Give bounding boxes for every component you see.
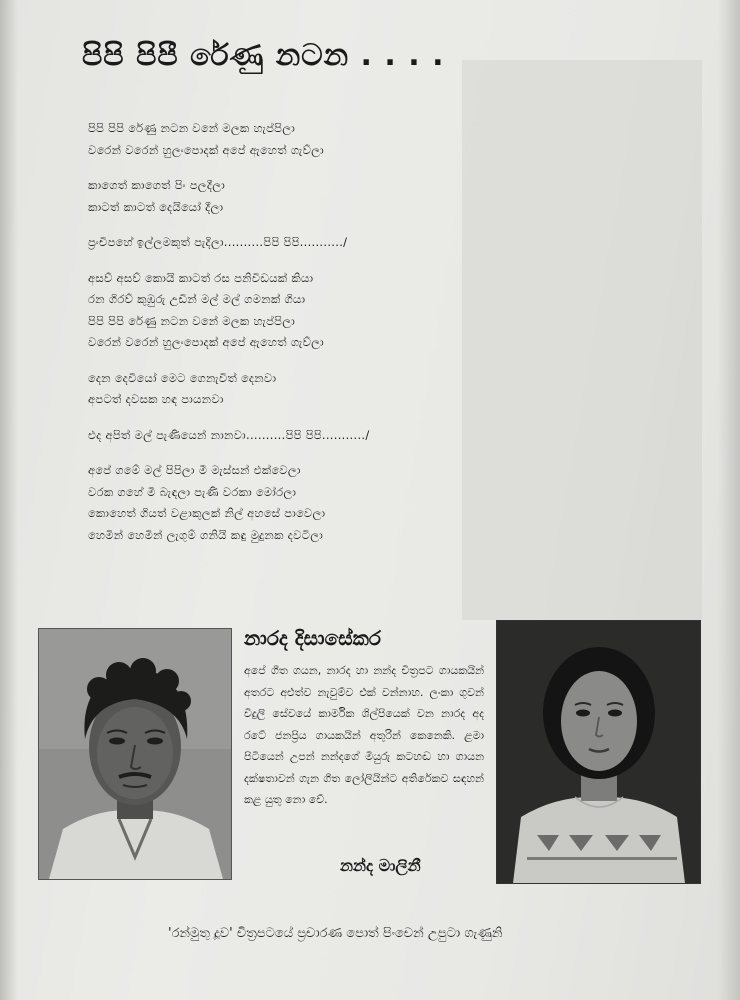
page-shadow-right — [718, 0, 740, 1000]
bio-title: නාරද දිසාසේකර — [244, 626, 381, 650]
stanza — [88, 368, 468, 411]
stanza — [88, 232, 468, 254]
lyric-line: එද අපිත් මල් පැණියෙන් නානවා..........පිපි පිපි.........../ — [88, 427, 370, 442]
lyric-line: අපටත් දවසක හඳ පායනවා — [88, 392, 224, 406]
lyric-line: රන ගිරව් කුඹුරු උඩින් මල් මල් ගමනක් ගියා — [88, 292, 306, 306]
portrait-photo-man — [38, 628, 232, 880]
lyric-line: අසව් අසව් කොයි කාටත් රස පනිවිඩයක් කියා — [88, 270, 314, 285]
portrait-photo-woman — [496, 620, 701, 884]
lyric-line: කාටත් කාටත් දෙයියෝ දීලා — [88, 199, 224, 214]
page-shadow-left — [0, 0, 18, 1000]
lyric-line: වරෙන් වරෙන් හුලංපොදක් අපේ ඇහෙත් ගැව්ලා — [88, 142, 324, 157]
print-bleed-area — [462, 60, 702, 620]
stanza — [88, 425, 468, 447]
stanza — [88, 268, 468, 354]
lyric-line: පිපි පිපි රේණු නටන වනේ මලක හැප්පිලා — [88, 121, 296, 135]
lyric-line: පිපි පිපි රේණු නටන වනේ මලක හැප්පිලා — [88, 313, 296, 328]
song-title: පිපි පිපී රේණු නටන . . . . — [82, 38, 445, 73]
bio-paragraph: අපේ ගීත ගයන, නාරද හා නන්ද චිත්‍රපට ගායකයින් අතරට අළුත්ව නැවුම්ව එක් වන්නාහ. ලංකා ගුවන් විදුලි සේවයේ කාර්මික ශිල්පියෙක් වන නාරද අද රටේ ජනප්‍රිය ගායකයින් අතුරින් කෙනෙකි. ළමා පිටියෙන් උපන් නන්දගේ මියුරු කටහඬ හා ගායන දක්ෂතාවන් ගැන ගීත ලෝලියින්ට අතිරේකව සඳහන් කළ යුතු නො වේ. — [244, 664, 484, 806]
portrait-woman-icon — [497, 621, 700, 883]
footer-credit: 'රන්මුතු දූව' චිත්‍රපටයේ ප්‍රචාරණ පොත් පිංචෙන් උපුටා ගැණුනි — [168, 926, 503, 941]
lyric-line: හෙමින් හෙමින් ලැගුම් ගනියි කඳු මුදුනක දවටිලා — [88, 527, 324, 542]
portrait-man-icon — [39, 629, 231, 879]
lyric-line: දෙන දෙවියෝ මෙට ගෙනැවිත් දෙනවා — [88, 370, 277, 385]
lyric-line: ප්‍රංචිපහේ ඉල්ලමකුත් පැදිලා..........පිපි පිපි.........../ — [88, 235, 348, 249]
lyrics-block — [88, 118, 468, 560]
lyric-line: වරක ගහේ මී බැඳලා පැණි වරකා මෝරලා — [88, 484, 297, 499]
lyric-line: අපේ ගමේ මල් පිපිලා මී මැස්සන් එක්වෙලා — [88, 463, 301, 477]
lyric-line: වරෙන් වරෙන් හුලංපොදක් අපේ ඇහෙත් ගැව්ලා — [88, 335, 324, 349]
stanza — [88, 118, 468, 161]
stanza — [88, 175, 468, 218]
lyric-line: කාගෙත් කාගෙත් පිං පලදීලා — [88, 178, 226, 192]
stanza — [88, 460, 468, 546]
bio-signature: නන්ද මාලිනී — [340, 856, 421, 875]
lyric-line: කොහෙත් ගියත් වළාකුලක් නිල් අහසේ පාවෙලා — [88, 506, 326, 520]
